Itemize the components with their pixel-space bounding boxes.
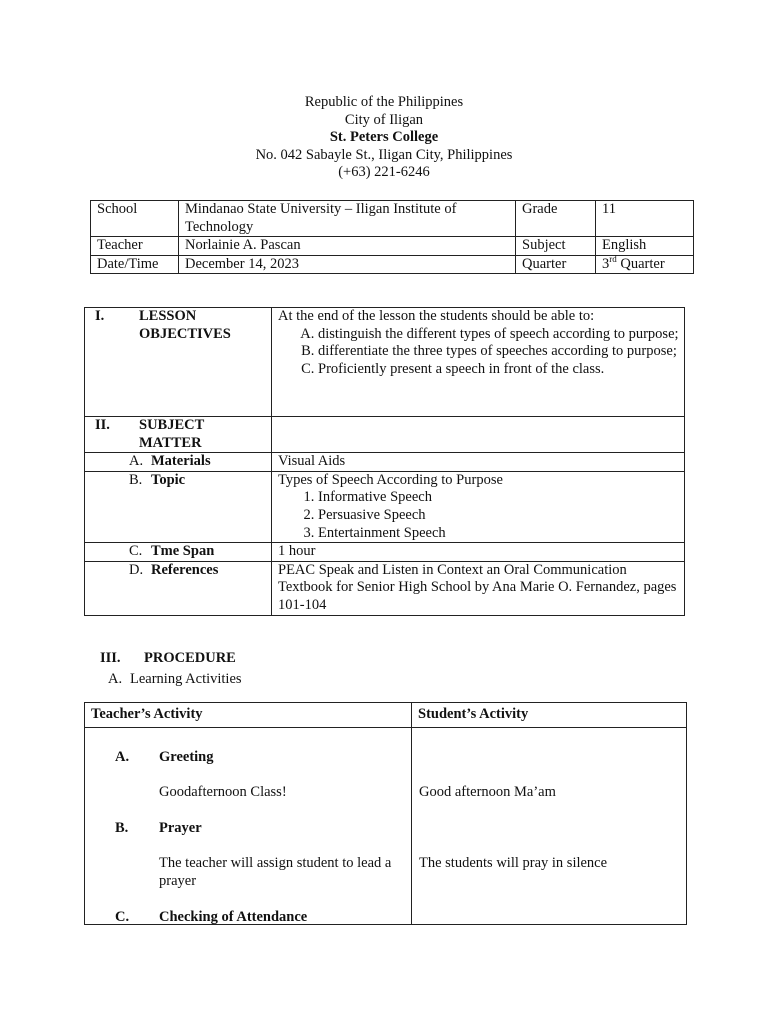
subject-matter-row	[85, 417, 685, 453]
topic-row	[85, 471, 685, 542]
materials-letter: A.	[129, 453, 144, 470]
city-line: City of Iligan	[344, 111, 424, 128]
student-activity-header: Student’s Activity	[412, 703, 687, 728]
student-activity-cell	[412, 728, 687, 925]
topic-item: 3. Entertainment Speech	[318, 525, 684, 543]
info-row-teacher	[91, 237, 694, 256]
learning-activities-title: Learning Activities	[130, 671, 242, 687]
teacher-activity-header: Teacher’s Activity	[85, 703, 412, 728]
topic-list	[278, 489, 684, 542]
greeting-title: Greeting	[159, 749, 214, 765]
attendance-letter: C.	[115, 909, 130, 925]
activity-table	[84, 702, 687, 925]
lesson-table	[84, 307, 685, 616]
references-label-cell	[85, 561, 272, 615]
subject-value: English	[596, 237, 694, 256]
greeting-teacher-text: Goodafternoon Class!	[159, 784, 287, 800]
topic-item: 1. Informative Speech	[318, 489, 684, 507]
objectives-cell	[272, 308, 685, 417]
objective-item: A. distinguish the different types of speech according to purpose;	[318, 326, 684, 344]
learning-activities-letter: A.	[108, 671, 123, 687]
objectives-list	[278, 326, 684, 379]
references-row	[85, 561, 685, 615]
grade-label: Grade	[516, 201, 596, 237]
topic-label-cell	[85, 471, 272, 542]
greeting-student-text: Good afternoon Ma’am	[419, 784, 556, 800]
info-row-school	[91, 201, 694, 237]
document-header	[0, 94, 768, 182]
prayer-student-text: The students will pray in silence	[419, 855, 608, 871]
timespan-row	[85, 543, 685, 562]
procedure-heading	[100, 649, 236, 667]
quarter-label: Quarter	[516, 255, 596, 274]
timespan-label: Tme Span	[151, 543, 215, 560]
objectives-heading-cell	[85, 308, 272, 417]
section-ii-number: II.	[95, 417, 110, 433]
teacher-value: Norlainie A. Pascan	[179, 237, 516, 256]
prayer-teacher-text: The teacher will assign student to lead a prayer	[159, 855, 392, 889]
prayer-letter: B.	[115, 820, 129, 836]
topic-item: 2. Persuasive Speech	[318, 507, 684, 525]
topic-label: Topic	[151, 471, 186, 488]
republic-line: Republic of the Philippines	[304, 94, 464, 110]
topic-cell	[272, 471, 685, 542]
college-name: St. Peters College	[329, 129, 439, 146]
teacher-activity-cell	[85, 728, 412, 925]
quarter-value	[596, 255, 694, 274]
references-value: PEAC Speak and Listen in Context an Oral Communication Textbook for Senior High School by Ana Marie O. Fernandez, pages 101-104	[272, 561, 685, 615]
grade-value: 11	[596, 201, 694, 237]
quarter-number: 3	[602, 255, 610, 272]
materials-value: Visual Aids	[272, 453, 685, 472]
quarter-word: Quarter	[616, 255, 665, 272]
section-iii-number: III.	[100, 650, 121, 666]
datetime-value: December 14, 2023	[179, 255, 516, 274]
subject-matter-empty-cell	[272, 417, 685, 453]
section-iii-title: PROCEDURE	[144, 650, 236, 666]
address-line: No. 042 Sabayle St., Iligan City, Philippines	[255, 146, 513, 163]
greeting-letter: A.	[115, 749, 130, 765]
section-i-title: LESSON OBJECTIVES	[139, 308, 231, 342]
learning-activities-heading	[108, 670, 242, 688]
timespan-letter: C.	[129, 543, 143, 560]
school-label: School	[91, 201, 179, 237]
objectives-row	[85, 308, 685, 417]
materials-label-cell	[85, 453, 272, 472]
objective-item: C. Proficiently present a speech in front of the class.	[318, 361, 684, 379]
info-table	[90, 200, 694, 274]
materials-label: Materials	[151, 453, 211, 470]
school-value: Mindanao State University – Iligan Institute of Technology	[179, 201, 516, 237]
activity-header-row	[85, 703, 687, 728]
subject-matter-heading-cell	[85, 417, 272, 453]
datetime-label: Date/Time	[91, 255, 179, 274]
topic-title: Types of Speech According to Purpose	[278, 471, 503, 488]
topic-letter: B.	[129, 471, 143, 488]
quarter-suffix: rd	[609, 253, 617, 264]
timespan-label-cell	[85, 543, 272, 562]
section-ii-title: SUBJECT MATTER	[139, 417, 205, 451]
materials-row	[85, 453, 685, 472]
objective-item: B. differentiate the three types of speeches according to purpose;	[318, 343, 684, 361]
references-letter: D.	[129, 561, 144, 578]
teacher-label: Teacher	[91, 237, 179, 256]
references-label: References	[151, 561, 219, 578]
activity-body-row	[85, 728, 687, 925]
prayer-title: Prayer	[159, 820, 202, 836]
section-i-number: I.	[95, 308, 105, 324]
attendance-title: Checking of Attendance	[159, 909, 308, 925]
phone-line: (+63) 221-6246	[338, 164, 430, 181]
subject-label: Subject	[516, 237, 596, 256]
objectives-intro: At the end of the lesson the students should be able to:	[278, 308, 595, 324]
info-row-date	[91, 255, 694, 274]
timespan-value: 1 hour	[272, 543, 685, 562]
